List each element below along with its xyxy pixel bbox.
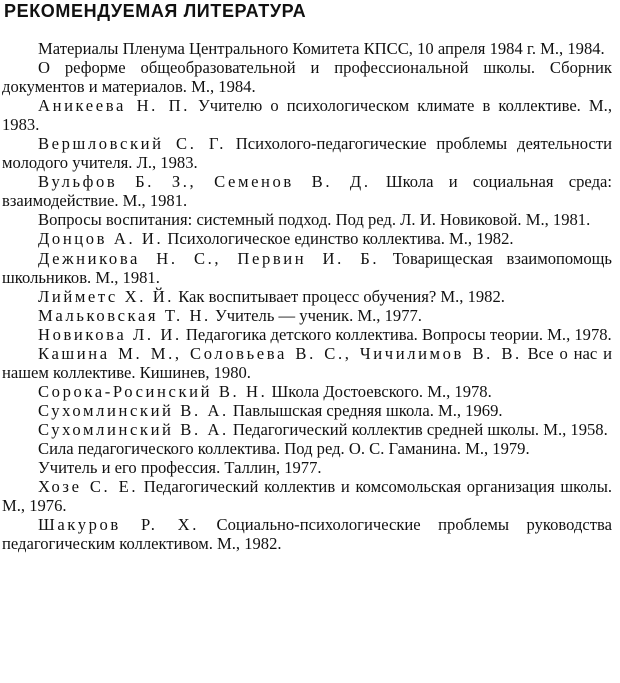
entry-text: Все о нас и нашем коллективе. Кишинев, 1980.: [2, 343, 612, 382]
entry-author: Вульфов Б. З., Семенов В. Д.: [38, 172, 371, 192]
entry-author: Кашина М. М., Соловьева В. С., Чичилимов В. В.: [38, 343, 522, 363]
entry-text: Педагогический коллектив средней школы. М., 1958.: [228, 419, 608, 439]
bibliography-entry: [2, 515, 612, 553]
entry-text: Педагогика детского коллектива. Вопросы теории. М., 1978.: [181, 324, 612, 344]
bibliography-entry: [2, 401, 612, 420]
bibliography-entry: [2, 287, 612, 306]
bibliography-entry: [2, 210, 612, 229]
bibliography-entry: [2, 477, 612, 515]
bibliography-entry: [2, 344, 612, 382]
bibliography-entry: [2, 382, 612, 401]
bibliography-entry: [2, 229, 612, 248]
entry-author: Аникеева Н. П.: [38, 96, 190, 116]
entry-text: О реформе общеобразовательной и профессиональной школы. Сборник документов и материалов. М., 1984.: [2, 58, 612, 97]
bibliography-entry: [2, 325, 612, 344]
entry-text: Учитель — ученик. М., 1977.: [210, 305, 422, 325]
bibliography-entry: [2, 172, 612, 210]
entry-text: Товарищеская взаимопомощь школьников. М., 1981.: [2, 248, 612, 287]
entry-text: Материалы Пленума Центрального Комитета КПСС, 10 апреля 1984 г. М., 1984.: [38, 39, 605, 58]
bibliography-entry: [2, 58, 612, 96]
bibliography-entry: [2, 458, 612, 477]
entry-author: Новикова Л. И.: [38, 324, 182, 344]
bibliography-list: [2, 39, 612, 553]
entry-text: Психологическое единство коллектива. М., 1982.: [163, 229, 514, 249]
entry-author: Мальковская Т. Н.: [38, 305, 211, 325]
bibliography-entry: [2, 96, 612, 134]
entry-text: Школа и социальная среда: взаимодействие. М., 1981.: [2, 172, 612, 211]
entry-author: Вершловский С. Г.: [38, 134, 226, 154]
section-heading: РЕКОМЕНДУЕМАЯ ЛИТЕРАТУРА: [4, 1, 307, 21]
bibliography-entry: [2, 306, 612, 325]
entry-author: Шакуров Р. Х.: [38, 515, 199, 535]
entry-text: Школа Достоевского. М., 1978.: [267, 381, 492, 401]
entry-text: Вопросы воспитания: системный подход. Под ред. Л. И. Новиковой. М., 1981.: [38, 210, 591, 230]
entry-text: Павлышская средняя школа. М., 1969.: [228, 400, 503, 420]
entry-text: Как воспитывает процесс обучения? М., 1982.: [174, 286, 505, 306]
entry-author: Лийметс Х. Й.: [38, 286, 175, 306]
entry-author: Дежникова Н. С., Первин И. Б.: [38, 248, 380, 268]
entry-author: Сорока-Росинский В. Н.: [38, 381, 268, 401]
bibliography-entry: [2, 249, 612, 287]
entry-text: Сила педагогического коллектива. Под ред. О. С. Гаманина. М., 1979.: [38, 438, 530, 458]
entry-text: Педагогический коллектив и комсомольская организация школы. М., 1976.: [2, 477, 612, 516]
entry-author: Сухомлинский В. А.: [38, 400, 229, 420]
bibliography-entry: [2, 134, 612, 172]
entry-text: Психолого-педагогические проблемы деятельности молодого учителя. Л., 1983.: [2, 134, 612, 173]
entry-author: Донцов А. И.: [38, 229, 164, 249]
entry-text: Учитель и его профессия. Таллин, 1977.: [38, 458, 322, 478]
bibliography-entry: [2, 420, 612, 439]
bibliography-entry: [2, 39, 612, 58]
bibliography-entry: [2, 439, 612, 458]
entry-author: Сухомлинский В. А.: [38, 419, 229, 439]
entry-text: Учителю о психологическом климате в коллективе. М., 1983.: [2, 96, 612, 135]
entry-author: Хозе С. Е.: [38, 477, 139, 497]
entry-text: Социально-психологические проблемы руководства педагогическим коллективом. М., 1982.: [2, 515, 612, 554]
